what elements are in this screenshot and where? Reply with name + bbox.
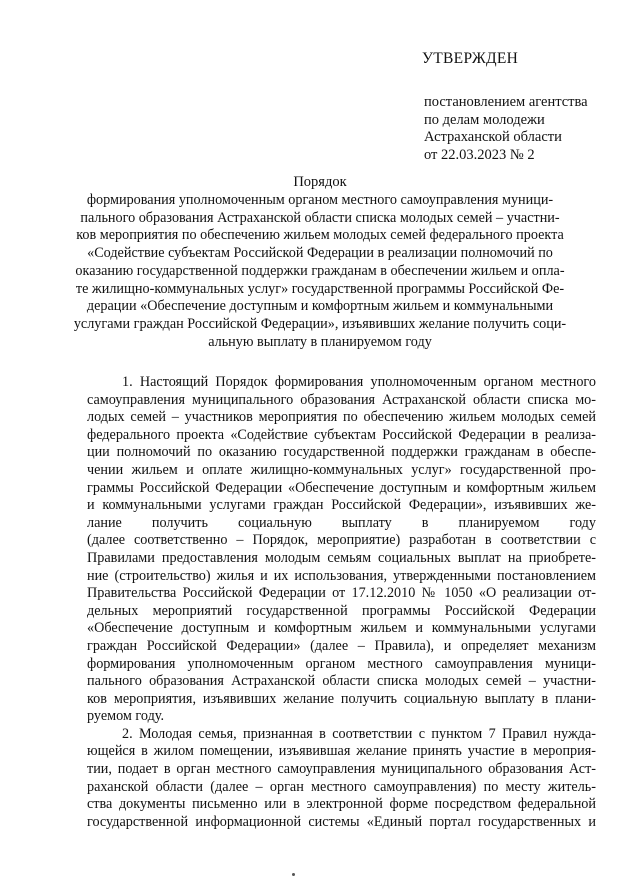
approval-line: по делам молодежи	[424, 111, 545, 128]
body-line: формирования уполномоченным органом местного самоуправления муници-	[87, 655, 596, 672]
body-line: (далее соответственно – Порядок, мероприятие) разработан в соответствии с	[87, 532, 596, 549]
document-body	[87, 374, 596, 831]
subtitle-line: формирования уполномоченным органом местного самоуправления муници-	[86, 192, 554, 208]
body-line: 1. Настоящий Порядок формирования уполномоченным органом местного	[122, 374, 596, 390]
body-line: ции полномочий по оказанию государственной поддержки гражданам в обеспе-	[87, 444, 596, 461]
body-line: федерального проекта «Содействие субъектам Российской Федерации в реализа-	[87, 426, 596, 443]
body-line: граждан Российской Федерации» (далее – Правила), и определяет механизм	[87, 637, 596, 654]
subtitle-line: пального образования Астраханской области списка молодых семей – участни-	[80, 209, 560, 226]
body-line: раханской области (далее – орган местного самоуправления) по месту житель-	[87, 778, 596, 795]
subtitle-line: альную выплату в планируемом году	[208, 333, 432, 350]
document-subtitle	[0, 192, 640, 351]
subtitle-line: услугами граждан Российской Федерации», изъявивших желание получить соци-	[73, 315, 567, 332]
body-line: ющейся в жилом помещении, изъявившая желание принять участие в мероприя-	[87, 743, 596, 760]
body-line: «Обеспечение доступным и комфортным жильем и коммунальными услугами	[87, 620, 596, 637]
subtitle-line: ков мероприятия по обеспечению жильем молодых семей федерального проекта	[76, 227, 564, 244]
body-line: чении жильем и оплате жилищно-коммунальных услуг» государственной про-	[87, 461, 596, 478]
body-line: ства документы письменно или в электронной форме посредством федеральной	[87, 796, 596, 813]
approval-line: Астраханской области	[424, 129, 562, 146]
body-line: ние (строительство) жилья и их использования, утвержденными постановлением	[87, 567, 596, 584]
approval-line: постановлением агентства	[424, 94, 588, 110]
body-line: государственной информационной системы «Единый портал государственных и	[87, 813, 596, 830]
body-line: Правилами предоставления молодым семьям социальных выплат на приобрете-	[87, 549, 596, 566]
body-line: 2. Молодая семья, признанная в соответствии с пунктом 7 Правил нужда-	[122, 725, 596, 742]
body-line: ков мероприятия, изъявивших желание получить социальную выплату в плани-	[87, 690, 596, 707]
body-line: руемом году.	[87, 708, 165, 725]
approval-title: УТВЕРЖДЕН	[422, 50, 519, 67]
scan-dot	[292, 873, 295, 876]
body-line: и коммунальными услугами граждан Российской Федерации», изъявивших же-	[87, 497, 596, 514]
body-line: пального образования Астраханской области списка молодых семей – участни-	[87, 673, 596, 690]
body-line: граммы Российской Федерации «Обеспечение доступным и комфортным жильем	[87, 479, 596, 496]
body-line: тии, подает в орган местного самоуправления муниципального образования Аст-	[87, 761, 596, 778]
approval-block	[424, 94, 588, 165]
document-title: Порядок	[293, 174, 347, 190]
body-line: дельных мероприятий государственной программы Российской Федерации	[87, 602, 596, 619]
body-line: лание получить социальную выплату в планируемом году	[87, 514, 596, 531]
subtitle-line: «Содействие субъектам Российской Федерации в реализации полномочий по	[87, 245, 553, 262]
subtitle-line: те жилищно-коммунальных услуг» государственной программы Российской Фе-	[75, 280, 565, 297]
body-line: Правительства Российской Федерации от 17.12.2010 № 1050 «О реализации от-	[87, 585, 596, 602]
body-line: лодых семей – участников мероприятия по обеспечению жильем молодых семей	[87, 409, 596, 426]
approval-line: от 22.03.2023 № 2	[424, 147, 535, 164]
subtitle-line: оказанию государственной поддержки гражданам в обеспечении жильем и опла-	[75, 262, 565, 279]
subtitle-line: дерации «Обеспечение доступным и комфортным жильем и коммунальными	[86, 298, 554, 315]
body-line: самоуправления муниципального образования Астраханской области списка мо-	[87, 391, 596, 408]
